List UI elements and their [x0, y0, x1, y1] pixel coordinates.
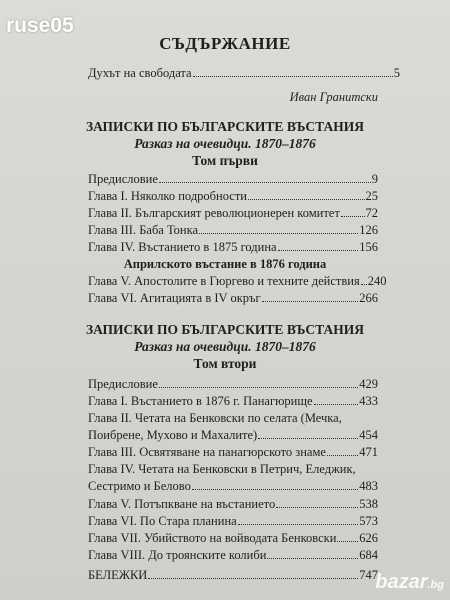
- seller-watermark: ruse05: [6, 14, 74, 37]
- toc-entry: Глава II. Българският революционерен комитет 72: [88, 206, 378, 220]
- vol1-heading: ЗАПИСКИ ПО БЪЛГАРСКИТЕ ВЪСТАНИЯ: [85, 119, 365, 134]
- vol2-heading: ЗАПИСКИ ПО БЪЛГАРСКИТЕ ВЪСТАНИЯ: [85, 322, 365, 337]
- vol1-subheading: Разказ на очевидци. 1870–1876: [134, 136, 316, 151]
- vol2-subheading: Разказ на очевидци. 1870–1876: [134, 339, 316, 354]
- toc-entry: Глава VII. Убийството на войводата Бенковски 626: [88, 531, 378, 545]
- toc-entry-line1: Глава II. Четата на Бенковски по селата (Мечка,: [88, 411, 342, 425]
- intro-author: Иван Гранитски: [289, 90, 378, 104]
- toc-entry: Глава III. Баба Тонка 126: [88, 223, 378, 237]
- toc-entry: Сестримо и Белово 483: [88, 479, 378, 493]
- toc-entry: Глава VI. По Стара планина 573: [88, 514, 378, 528]
- section-heading: Априлското въстание в 1876 година: [123, 257, 327, 271]
- toc-entry: Глава III. Освятяване на панагюрското знаме 471: [88, 445, 378, 459]
- vol1-volume-label: Том първи: [192, 153, 258, 168]
- toc-entry: Глава IV. Въстанието в 1875 година 156: [88, 240, 378, 254]
- toc-entry: Глава V. Апостолите в Гюргево и техните действия 240: [88, 274, 387, 288]
- toc-entry: Глава I. Въстанието в 1876 г. Панагюрище 433: [88, 394, 378, 408]
- toc-entry-intro: Духът на свободата 5: [88, 66, 400, 80]
- vol2-volume-label: Том втори: [193, 356, 257, 371]
- toc-entry: Поибрене, Мухово и Махалите) 454: [88, 428, 378, 442]
- toc-entry: Глава V. Потъпкване на въстанието 538: [88, 497, 378, 511]
- bazar-logo: bazar.bg: [375, 571, 444, 593]
- toc-entry: Глава I. Няколко подробности 25: [88, 189, 378, 203]
- toc-entry-notes: БЕЛЕЖКИ 747: [88, 568, 378, 582]
- toc-entry-line1: Глава IV. Четата на Бенковски в Петрич, Еледжик,: [88, 462, 356, 476]
- toc-entry: Предисловие 9: [88, 172, 378, 186]
- page-title: СЪДЪРЖАНИЕ: [159, 34, 291, 53]
- toc-entry: Глава VIII. До троянските колиби 684: [88, 548, 378, 562]
- toc-entry: Глава VI. Агитацията в IV окръг 266: [88, 291, 378, 305]
- toc-entry: Предисловие 429: [88, 377, 378, 391]
